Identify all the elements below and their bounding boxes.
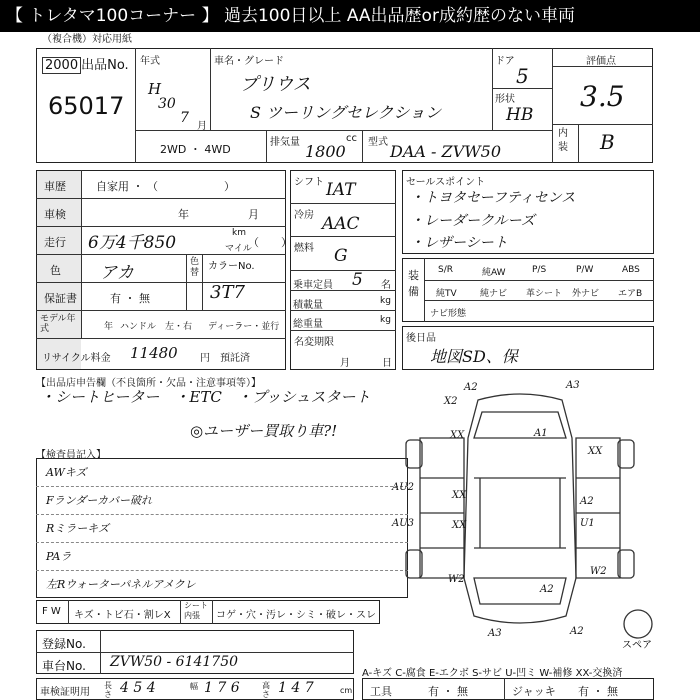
aftermarket-value: 地図SD、保 (430, 347, 518, 366)
mark-u1: U1 (580, 518, 595, 529)
gross-unit: kg (380, 315, 391, 325)
sales-point-3: ・レザーシート (410, 235, 508, 251)
color-code-value: 3T7 (210, 282, 245, 303)
inspection-month: 月 (248, 208, 259, 221)
model-grade: S ツーリングセレクション (250, 103, 442, 122)
codes-legend: A-キズ C-腐食 E-エクボ S-サビ U-凹ミ W-補修 XX-交換済 (362, 668, 623, 679)
mark-w2-right: W2 (590, 566, 607, 577)
equipment-label: 装備 (408, 269, 419, 298)
cooling-value: AAC (322, 214, 360, 234)
chassis-label: 車台No. (42, 659, 86, 673)
seller-notes-line1: ・シートヒーター ・ETC ・プッシュスタート (40, 388, 371, 406)
inspector-line-2: Fランダーカバー破れ (46, 494, 152, 507)
shift-value: IAT (326, 180, 356, 200)
spare-label: スペア (622, 640, 652, 651)
model-code-value: DAA - ZVW50 (390, 142, 501, 161)
inspector-line-3: Rミラーキズ (46, 522, 110, 535)
inspection-label: 車検 (44, 208, 66, 221)
mark-a3-bottom: A3 (488, 628, 502, 639)
seller-notes-line2: ◎ユーザー買取り車?! (190, 422, 338, 440)
fuel-label: 燃料 (294, 243, 314, 254)
mark-xx-3: XX (452, 490, 467, 501)
warranty-label: 保証書 (44, 292, 77, 305)
body-value: HB (506, 105, 534, 125)
aftermarket-label: 後日品 (406, 333, 436, 344)
cert-h: 1 4 7 (278, 680, 314, 696)
year-month-unit: 月 (197, 121, 207, 132)
cert-len: 4 5 4 (120, 680, 156, 696)
mark-a2-rear: A2 (540, 584, 554, 595)
history-label: 車歴 (44, 180, 66, 193)
mileage-unit-mile: マイル (225, 244, 252, 254)
shift-label: シフト (294, 177, 324, 188)
equip-aw[interactable]: 純AW (482, 268, 506, 278)
inspector-line-1: AWキズ (46, 466, 87, 479)
sales-points-label: セールスポイント (406, 177, 486, 188)
cert-w-label: 幅 (190, 682, 198, 691)
load-unit: kg (380, 296, 391, 306)
gross-label: 総重量 (293, 319, 323, 330)
capacity-unit: 名 (381, 280, 391, 291)
color-label: 色 (50, 264, 61, 277)
body-label: 形状 (495, 94, 515, 105)
score-label: 評価点 (586, 56, 616, 67)
displacement-label: 排気量 (270, 137, 300, 148)
mileage-value: 6万4千850 (88, 233, 177, 253)
equip-abs[interactable]: ABS (622, 265, 640, 275)
color-value: アカ (100, 263, 134, 283)
equip-navi-type: ナビ形態 (430, 309, 467, 319)
inspector-label: 【検査員記入】 (36, 450, 106, 461)
jack-label: ジャッキ (512, 685, 556, 698)
legend-items: キズ・トビ石・割レX (74, 610, 171, 621)
inspector-line-5: 左Rウォーターパネルアメクレ (46, 578, 196, 591)
model-code-label: 型式 (368, 137, 388, 148)
equip-sr[interactable]: S/R (438, 265, 453, 275)
interior-value: B (600, 130, 615, 154)
doors-label: ドア (495, 56, 515, 67)
equip-pw[interactable]: P/W (576, 265, 594, 275)
mark-xx-2: XX (588, 446, 603, 457)
seller-notes-label: 【出品店申告欄（不良箇所・欠品・注意事項等）】 (36, 378, 261, 389)
interior-label: 内装 (558, 128, 568, 153)
legend-sheet: シート内張 (184, 601, 208, 620)
load-label: 積載量 (293, 300, 323, 311)
inspection-year: 年 (178, 208, 189, 221)
capacity-label: 乗車定員 (293, 280, 333, 291)
cooling-label: 冷房 (294, 210, 314, 221)
mark-a2-top: A2 (464, 382, 478, 393)
lot-number: 65017 (48, 92, 125, 120)
equip-ps[interactable]: P/S (532, 265, 547, 275)
cert-unit: cm (340, 686, 353, 695)
modified-year: 年 (104, 322, 114, 332)
model-name: プリウス (240, 74, 311, 95)
mark-a2-right: A2 (580, 496, 594, 507)
equip-navi[interactable]: 純ナビ (480, 289, 508, 299)
mileage-unit-km: km (232, 228, 246, 238)
score-value: 3.5 (580, 80, 625, 113)
cert-label: 車検証明用 (40, 687, 90, 698)
history-value: 自家用 ・ （ ） (96, 180, 235, 193)
lot-label: 2000 出品No. (42, 54, 129, 73)
legend-fw: F W (42, 606, 61, 617)
recycle-value: 11480 (130, 344, 178, 362)
equip-airbag[interactable]: エアB (618, 289, 643, 299)
car-damage-diagram (392, 378, 670, 651)
mark-x2: X2 (444, 396, 458, 407)
color-change-label: 色替 (190, 257, 200, 278)
chassis-value: ZVW50 - 6141750 (110, 654, 239, 670)
mark-au3: AU3 (392, 518, 415, 529)
reg-change-month: 月 (340, 358, 350, 369)
model-label: 車名・グレード (214, 56, 284, 67)
jack-value[interactable]: 有 ・ 無 (578, 685, 618, 698)
modified-dealer[interactable]: ディーラー・並行 (208, 322, 280, 332)
sub-note: （複合機）対応用紙 (42, 34, 132, 45)
drive-label: 2WD ・ 4WD (160, 143, 231, 156)
cert-len-label: 長さ (104, 681, 112, 699)
registration-label: 登録No. (42, 637, 86, 651)
capacity-value: 5 (352, 270, 363, 290)
year-month: 7 (180, 110, 189, 126)
warranty-value[interactable]: 有 ・ 無 (110, 292, 150, 305)
year-label: 年式 (140, 56, 160, 67)
modified-handle[interactable]: ハンドル 左・右 (120, 322, 193, 332)
mark-xx-1: XX (450, 430, 465, 441)
legend-items2: コゲ・穴・汚レ・シミ・破レ・スレ (216, 610, 376, 621)
mark-w2-left: W2 (448, 574, 465, 585)
mileage-label: 走行 (44, 236, 66, 249)
reg-change-day: 日 (382, 358, 392, 369)
recycle-suffix: 円 預託済 (200, 353, 250, 364)
displacement-value: 1800 (305, 142, 346, 161)
doors-value: 5 (516, 64, 529, 88)
mark-a1: A1 (534, 428, 548, 439)
equip-leather[interactable]: 革シート (526, 289, 563, 299)
modified-label: モデル年式 (40, 314, 76, 334)
displacement-unit: cc (346, 133, 357, 144)
sales-point-1: ・トヨタセーフティセンス (410, 190, 576, 206)
tools-label: 工具 (370, 685, 392, 698)
header-banner: 【 トレタマ100コーナー 】 過去100日以上 AA出品歴or成約歴のない車両 (0, 0, 700, 32)
tools-value[interactable]: 有 ・ 無 (428, 685, 468, 698)
color-code-label: カラーNo. (208, 261, 255, 272)
year-value: 30 (158, 96, 176, 112)
cert-h-label: 高さ (262, 681, 270, 699)
year-era: H (148, 80, 162, 98)
reg-change-label: 名変期限 (294, 337, 334, 348)
equip-ext-navi[interactable]: 外ナビ (572, 289, 600, 299)
sales-point-2: ・レーダークルーズ (410, 213, 535, 229)
mark-au2: AU2 (392, 482, 415, 493)
cert-w: 1 7 6 (204, 680, 240, 696)
mark-a3-top: A3 (566, 380, 580, 391)
mileage-paren: （ ） (248, 236, 292, 249)
fuel-value: G (334, 246, 348, 266)
equip-tv[interactable]: 純TV (436, 289, 457, 299)
recycle-label: リサイクル料金 (42, 353, 111, 364)
mark-a2-bottom: A2 (570, 626, 584, 637)
inspector-line-4: PAラ (46, 550, 72, 563)
mark-xx-4: XX (452, 520, 467, 531)
